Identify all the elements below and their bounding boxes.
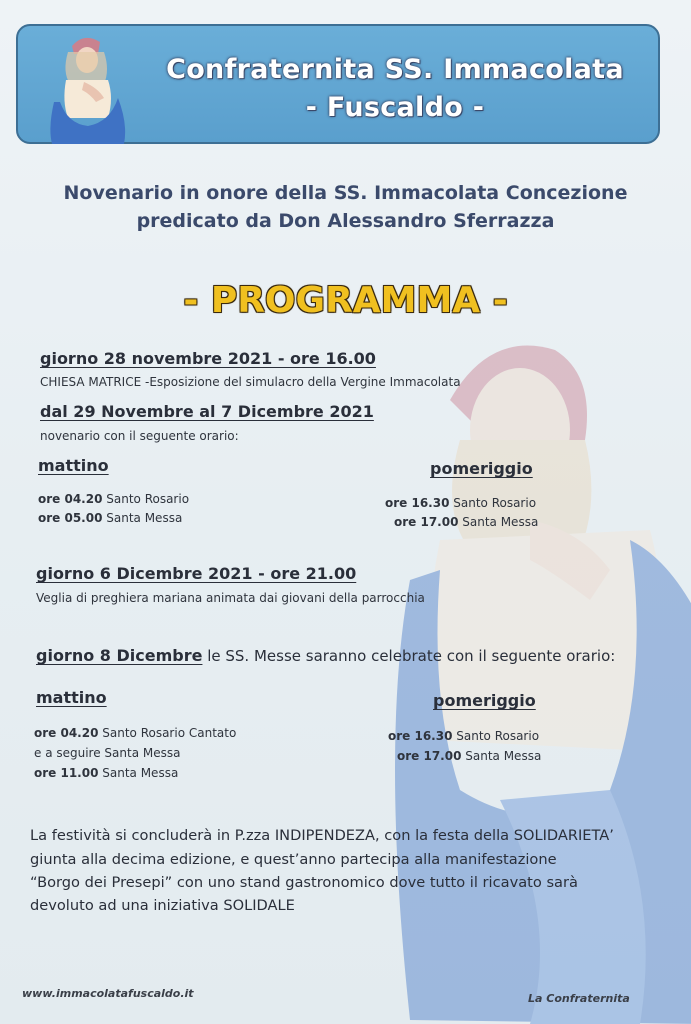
signature: La Confraternita: [528, 992, 630, 1005]
novena-morning-row: [38, 492, 189, 506]
time: ore 04.20: [38, 492, 103, 506]
header-banner: [16, 24, 660, 144]
time: ore 16.30: [388, 729, 453, 743]
desc: Santo Rosario Cantato: [98, 726, 237, 740]
desc: Santa Messa: [458, 515, 539, 529]
day8-afternoon-row: [397, 749, 541, 763]
desc: Santo Rosario: [452, 729, 540, 743]
desc: Santa Messa: [102, 511, 183, 525]
desc: e a seguire Santa Messa: [34, 746, 181, 760]
day8-line: [36, 646, 615, 665]
time: ore 17.00: [397, 749, 462, 763]
time: ore 17.00: [394, 515, 459, 529]
day8-text: le SS. Messe saranno celebrate con il seguente orario:: [202, 647, 616, 665]
header-title: Confraternita SS. Immacolata: [166, 54, 624, 85]
closing-line-3: “Borgo dei Presepi” con uno stand gastronomico dove tutto il ricavato sarà: [30, 874, 578, 891]
novena-afternoon-label: pomeriggio: [430, 459, 533, 478]
day1-text: CHIESA MATRICE -Esposizione del simulacro della Vergine Immacolata: [40, 375, 461, 389]
website-link[interactable]: www.immacolatafuscaldo.it: [22, 987, 194, 1000]
day8-heading: giorno 8 Dicembre: [36, 646, 203, 665]
day8-morning-row: [34, 726, 236, 740]
day8-morning-row: [34, 766, 178, 780]
desc: Santa Messa: [98, 766, 179, 780]
desc: Santo Rosario: [449, 496, 537, 510]
novena-text: novenario con il seguente orario:: [40, 429, 239, 443]
time: ore 05.00: [38, 511, 103, 525]
desc: Santo Rosario: [102, 492, 190, 506]
time: ore 16.30: [385, 496, 450, 510]
intro-line-2: predicato da Don Alessandro Sferrazza: [136, 210, 555, 232]
madonna-figure-icon: [44, 32, 130, 144]
novena-afternoon-row: [394, 515, 538, 529]
day8-afternoon-label: pomeriggio: [433, 691, 536, 710]
novena-heading: dal 29 Novembre al 7 Dicembre 2021: [40, 402, 374, 421]
closing-line-1: La festività si concluderà in P.zza INDIPENDEZA, con la festa della SOLIDARIETA’: [30, 827, 614, 844]
madonna-statue-watermark: [380, 320, 691, 1024]
header-subtitle: - Fuscaldo -: [305, 92, 485, 123]
time: ore 11.00: [34, 766, 99, 780]
novena-afternoon-row: [385, 496, 536, 510]
day6-text: Veglia di preghiera mariana animata dai giovani della parrocchia: [36, 591, 425, 605]
day8-morning-label: mattino: [36, 688, 107, 707]
programma-title: - PROGRAMMA -: [183, 280, 508, 321]
day6-heading: giorno 6 Dicembre 2021 - ore 21.00: [36, 564, 357, 583]
closing-line-2: giunta alla decima edizione, e quest’anno partecipa alla manifestazione: [30, 851, 557, 868]
intro-line-1: Novenario in onore della SS. Immacolata Concezione: [63, 182, 628, 204]
closing-line-4: devoluto ad una iniziativa SOLIDALE: [30, 897, 295, 914]
time: ore 04.20: [34, 726, 99, 740]
day8-afternoon-row: [388, 729, 539, 743]
novena-morning-row: [38, 511, 182, 525]
novena-morning-label: mattino: [38, 456, 109, 475]
day8-morning-row: [34, 746, 180, 760]
day1-heading: giorno 28 novembre 2021 - ore 16.00: [40, 349, 376, 368]
desc: Santa Messa: [461, 749, 542, 763]
